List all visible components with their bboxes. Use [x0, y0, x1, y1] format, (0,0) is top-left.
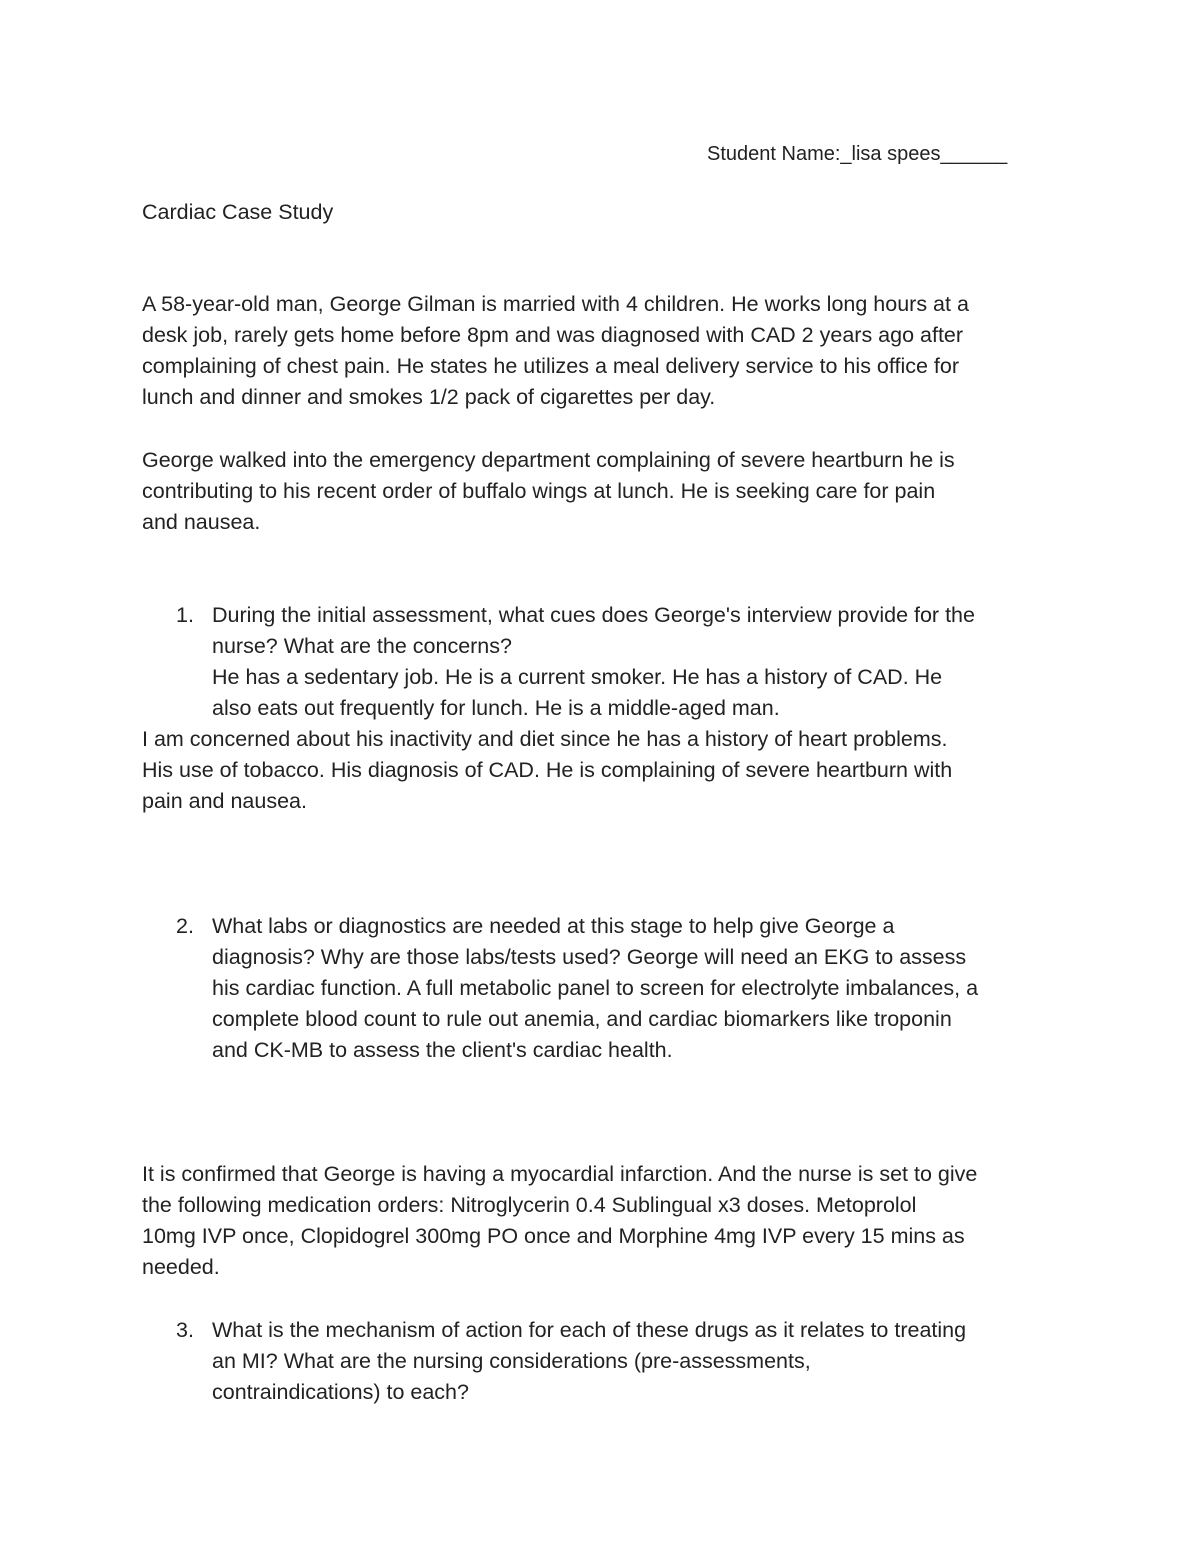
intro-line: complaining of chest pain. He states he utilizes a meal delivery service to his office for [142, 354, 959, 378]
document-title: Cardiac Case Study [142, 200, 334, 224]
mi-line: 10mg IVP once, Clopidogrel 300mg PO once and Morphine 4mg IVP every 15 mins as [142, 1224, 965, 1248]
intro-line: lunch and dinner and smokes 1/2 pack of cigarettes per day. [142, 385, 716, 409]
answer-line: His use of tobacco. His diagnosis of CAD. He is complaining of severe heartburn with [142, 758, 953, 782]
mi-line: the following medication orders: Nitroglycerin 0.4 Sublingual x3 doses. Metoprolol [142, 1193, 917, 1217]
question-line: contraindications) to each? [212, 1380, 469, 1404]
ed-line: contributing to his recent order of buffalo wings at lunch. He is seeking care for pain [142, 479, 936, 503]
answer-line: complete blood count to rule out anemia, and cardiac biomarkers like troponin [212, 1007, 952, 1031]
question-line: What labs or diagnostics are needed at this stage to help give George a [212, 914, 895, 938]
mi-line: It is confirmed that George is having a myocardial infarction. And the nurse is set to give [142, 1162, 978, 1186]
question-line: diagnosis? Why are those labs/tests used? George will need an EKG to assess [212, 945, 967, 969]
answer-line: I am concerned about his inactivity and diet since he has a history of heart problems. [142, 727, 948, 751]
question-number: 2. [176, 914, 194, 938]
answer-line: pain and nausea. [142, 789, 307, 813]
question-number: 3. [176, 1318, 194, 1342]
question-line: During the initial assessment, what cues does George's interview provide for the [212, 603, 975, 627]
intro-line: desk job, rarely gets home before 8pm and was diagnosed with CAD 2 years ago after [142, 323, 964, 347]
question-line: an MI? What are the nursing considerations (pre-assessments, [212, 1349, 811, 1373]
ed-line: George walked into the emergency department complaining of severe heartburn he is [142, 448, 955, 472]
question-line: What is the mechanism of action for each of these drugs as it relates to treating [212, 1318, 967, 1342]
question-line: nurse? What are the concerns? [212, 634, 512, 658]
mi-line: needed. [142, 1255, 220, 1279]
ed-line: and nausea. [142, 510, 261, 534]
intro-line: A 58-year-old man, George Gilman is married with 4 children. He works long hours at a [142, 292, 969, 316]
answer-line: He has a sedentary job. He is a current smoker. He has a history of CAD. He [212, 665, 943, 689]
answer-line: his cardiac function. A full metabolic panel to screen for electrolyte imbalances, a [212, 976, 979, 1000]
answer-line: also eats out frequently for lunch. He is a middle-aged man. [212, 696, 780, 720]
student-name: Student Name:_lisa spees______ [707, 143, 1008, 165]
question-number: 1. [176, 603, 194, 627]
answer-line: and CK-MB to assess the client's cardiac health. [212, 1038, 673, 1062]
